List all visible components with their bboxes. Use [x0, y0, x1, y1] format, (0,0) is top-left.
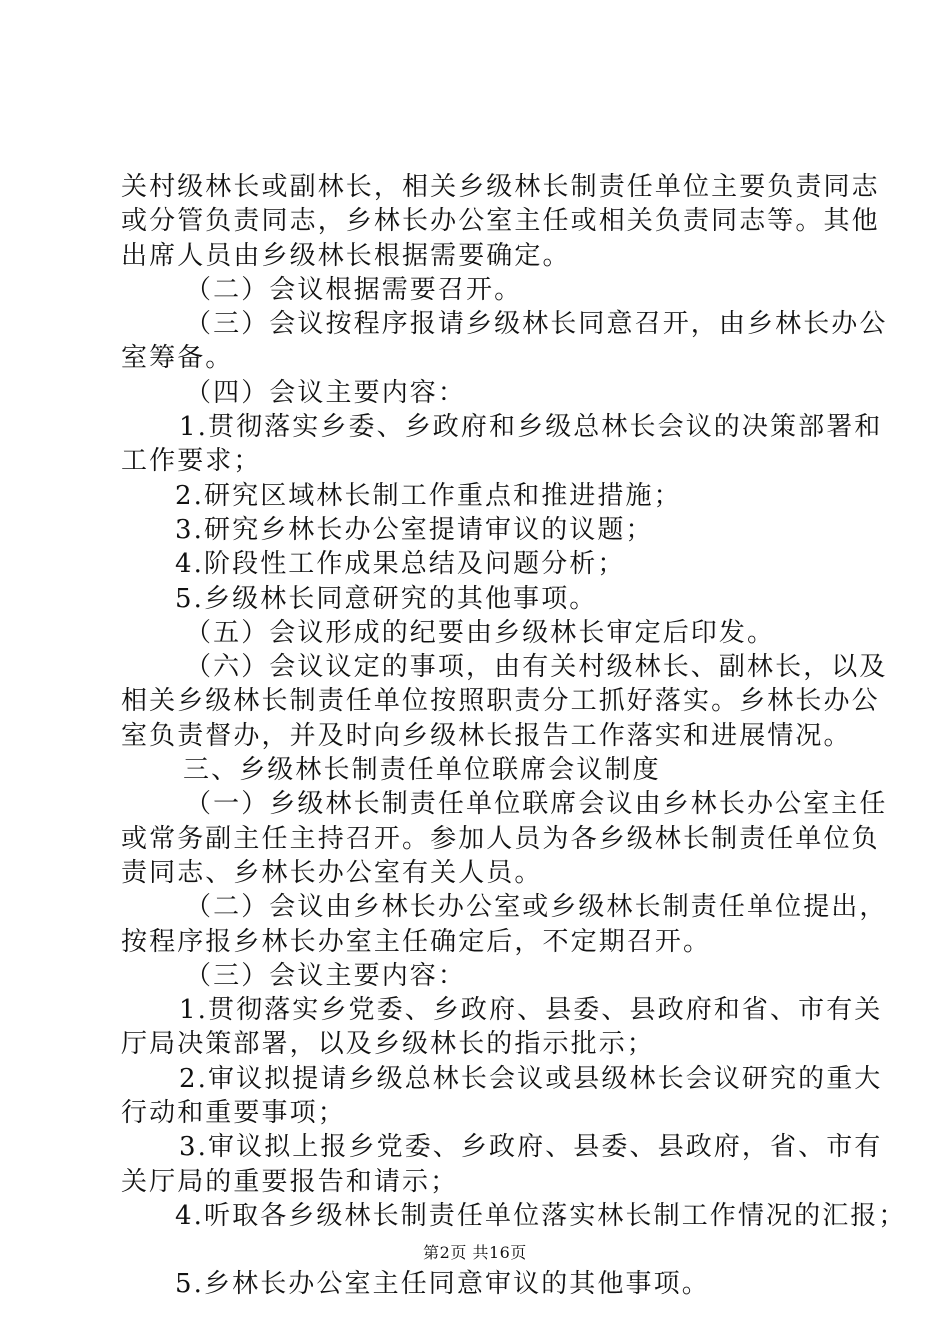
text-line: （二）会议根据需要召开。: [185, 274, 523, 305]
text-line: 或常务副主任主持召开。参加人员为各乡级林长制责任单位负: [121, 823, 880, 854]
text-line: （一）乡级林长制责任单位联席会议由乡林长办公室主任: [185, 789, 888, 820]
text-line: 按程序报乡林长办室主任确定后，不定期召开。: [121, 926, 712, 957]
text-line: 出席人员由乡级林长根据需要确定。: [121, 240, 571, 271]
text-line: 三、乡级林长制责任单位联席会议制度: [183, 755, 661, 786]
text-line: （四）会议主要内容：: [185, 377, 467, 408]
text-line: （六）会议议定的事项，由有关村级林长、副林长，以及: [185, 652, 888, 683]
text-line: （三）会议主要内容：: [185, 960, 467, 991]
text-line: 4.阶段性工作成果总结及问题分析；: [175, 549, 626, 580]
page-number: 第2页 共16页: [423, 1243, 527, 1262]
text-line: 2.审议拟提请乡级总林长会议或县级林长会议研究的重大: [179, 1063, 883, 1094]
text-line: 3.研究乡林长办公室提请审议的议题；: [175, 514, 654, 545]
text-line: 室负责督办，并及时向乡级林长报告工作落实和进展情况。: [121, 720, 852, 751]
text-line: （二）会议由乡林长办公室或乡级林长制责任单位提出，: [185, 892, 888, 923]
text-line: 2.研究区域林长制工作重点和推进措施；: [175, 480, 682, 511]
text-line: 厅局决策部署，以及乡级林长的指示批示；: [121, 1029, 655, 1060]
text-line: 1.贯彻落实乡党委、乡政府、县委、县政府和省、市有关: [179, 995, 883, 1026]
text-line: 4.听取各乡级林长制责任单位落实林长制工作情况的汇报；: [175, 1200, 907, 1231]
document-body: [121, 170, 907, 1302]
text-line: 关厅局的重要报告和请示；: [121, 1166, 459, 1197]
text-line: 相关乡级林长制责任单位按照职责分工抓好落实。乡林长办公: [121, 686, 880, 717]
text-line: （五）会议形成的纪要由乡级林长审定后印发。: [185, 617, 776, 648]
text-line: 3.审议拟上报乡党委、乡政府、县委、县政府，省、市有: [179, 1132, 883, 1163]
text-line: 工作要求；: [121, 446, 262, 477]
text-line: 关村级林长或副林长，相关乡级林长制责任单位主要负责同志: [121, 172, 880, 202]
text-line: 责同志、乡林长办公室有关人员。: [121, 857, 543, 888]
text-line: 5.乡林长办公室主任同意审议的其他事项。: [175, 1269, 710, 1300]
page-footer: [0, 1243, 950, 1263]
text-line: 5.乡级林长同意研究的其他事项。: [175, 583, 598, 614]
text-line: 行动和重要事项；: [121, 1098, 346, 1129]
text-line: （三）会议按程序报请乡级林长同意召开，由乡林长办公: [185, 309, 888, 340]
text-line: 1.贯彻落实乡委、乡政府和乡级总林长会议的决策部署和: [179, 412, 883, 443]
text-line: 室筹备。: [121, 343, 234, 374]
text-line: 或分管负责同志，乡林长办公室主任或相关负责同志等。其他: [121, 206, 880, 237]
